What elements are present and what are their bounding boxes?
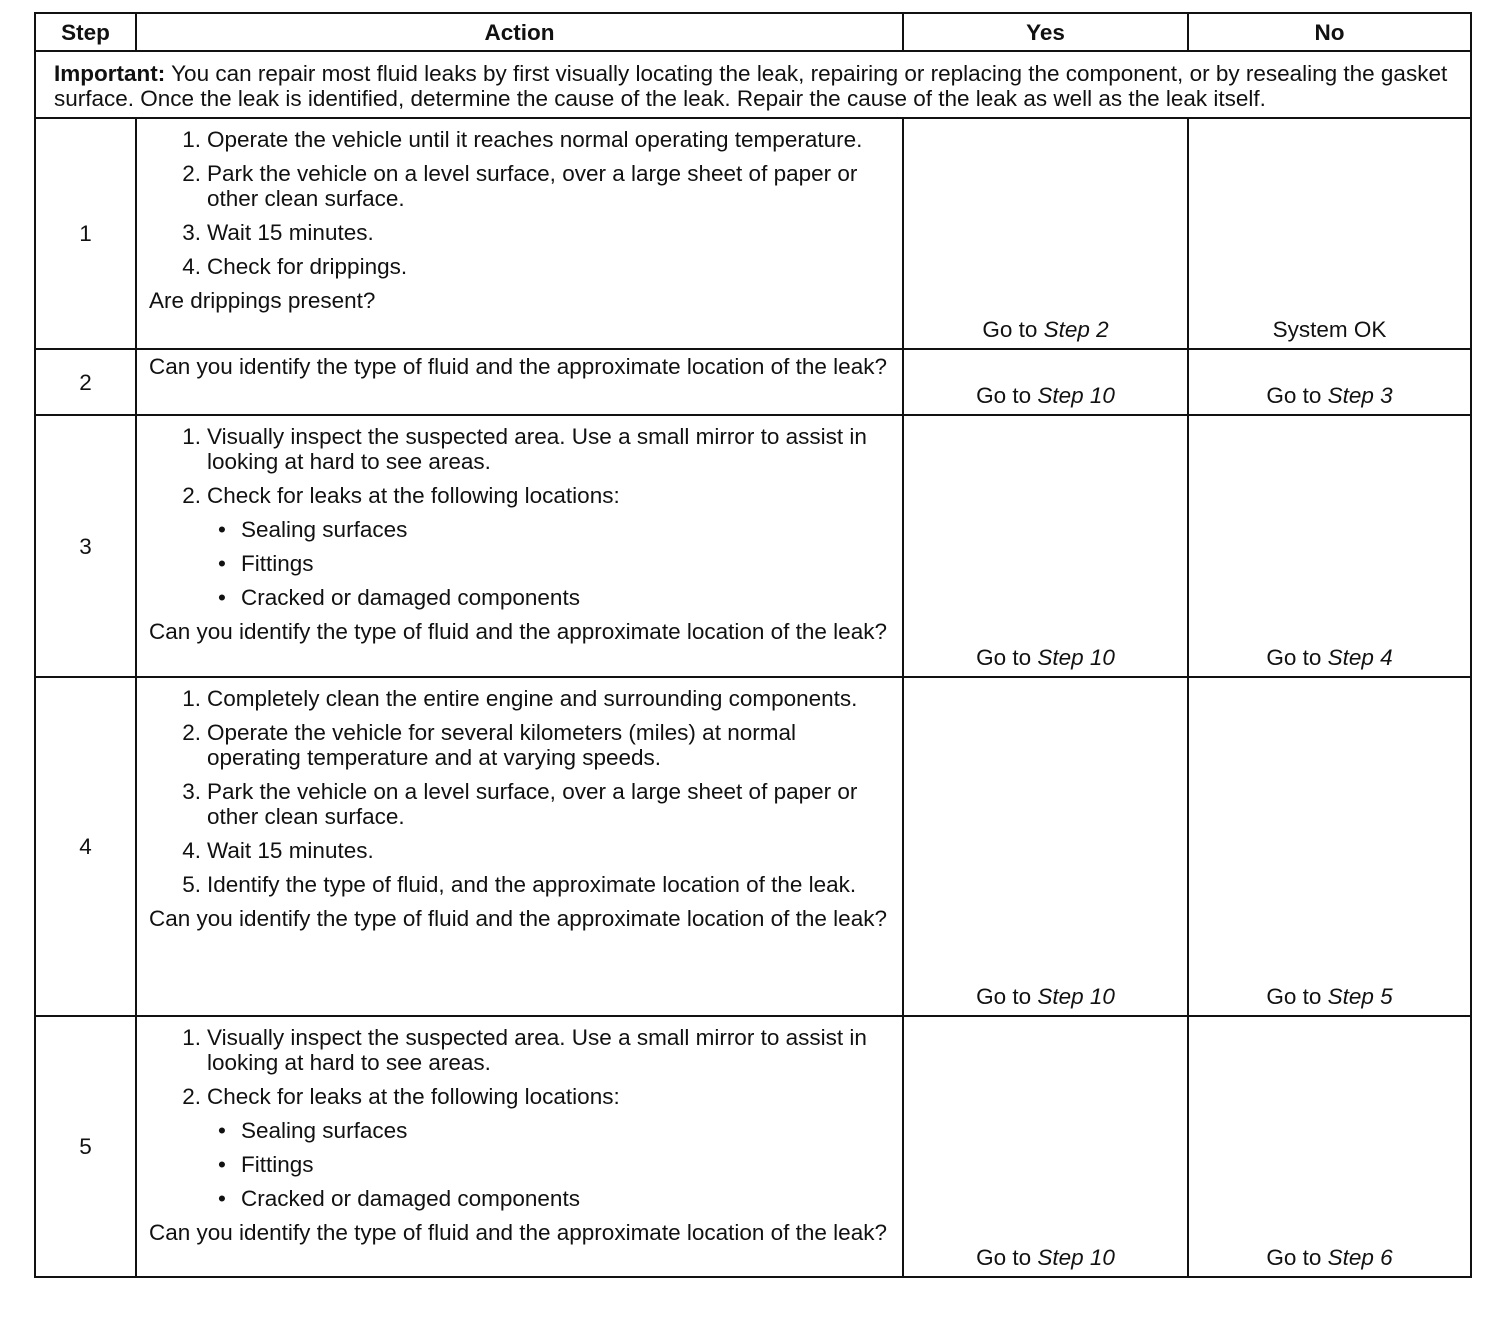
action-list <box>149 127 890 279</box>
step-number: 5 <box>35 1016 136 1277</box>
bullet-item: • Fittings <box>241 551 890 576</box>
bullet-item: • Cracked or damaged components <box>241 1186 890 1211</box>
step-row-5 <box>35 1016 1471 1277</box>
header-step: Step <box>35 13 136 51</box>
yes-result: Go to Step 2 <box>903 118 1188 349</box>
header-row <box>35 13 1471 51</box>
action-item: 2. Check for leaks at the following locations: • Sealing surfaces • Fittings • Cracked or damaged components <box>207 483 890 610</box>
action-item: 2. Park the vehicle on a level surface, over a large sheet of paper or other clean surface. <box>182 161 858 211</box>
action-item: 4. Check for drippings. <box>182 254 408 279</box>
yes-result: Go to Step 10 <box>903 415 1188 677</box>
action-item: 5. Identify the type of fluid, and the approximate location of the leak. <box>182 872 857 897</box>
action-question: Can you identify the type of fluid and the approximate location of the leak? <box>149 354 887 379</box>
action-item: 2. Check for leaks at the following locations: • Sealing surfaces • Fittings • Cracked or damaged components <box>207 1084 890 1211</box>
step-link: Step 2 <box>1043 317 1109 342</box>
step-link: Step 10 <box>1037 1245 1115 1270</box>
step-action <box>136 415 903 677</box>
action-question: Can you identify the type of fluid and the approximate location of the leak? <box>149 906 887 931</box>
step-row-4 <box>35 677 1471 1016</box>
important-row <box>35 51 1471 118</box>
step-number: 4 <box>35 677 136 1016</box>
step-number: 2 <box>35 349 136 415</box>
action-item: 3. Park the vehicle on a level surface, over a large sheet of paper or other clean surface. <box>182 779 858 829</box>
step-number: 3 <box>35 415 136 677</box>
action-question: Can you identify the type of fluid and the approximate location of the leak? <box>149 1220 887 1245</box>
step-action <box>136 1016 903 1277</box>
action-item: 2. Operate the vehicle for several kilometers (miles) at normal operating temperature and at varying speeds. <box>182 720 796 770</box>
step-link: Step 10 <box>1037 383 1115 408</box>
yes-result: Go to Step 10 <box>903 677 1188 1016</box>
step-number: 1 <box>35 118 136 349</box>
no-result: Go to Step 6 <box>1188 1016 1471 1277</box>
no-result: Go to Step 4 <box>1188 415 1471 677</box>
location-list <box>207 517 890 610</box>
action-item: 4. Wait 15 minutes. <box>182 838 374 863</box>
step-row-1 <box>35 118 1471 349</box>
diagnostic-table <box>34 12 1472 1278</box>
action-question: Can you identify the type of fluid and the approximate location of the leak? <box>149 619 887 644</box>
step-link: Step 10 <box>1037 984 1115 1009</box>
step-action <box>136 118 903 349</box>
step-link: Step 10 <box>1037 645 1115 670</box>
action-question: Are drippings present? <box>149 288 376 313</box>
step-link: Step 5 <box>1327 984 1393 1009</box>
action-item: 1. Operate the vehicle until it reaches normal operating temperature. <box>182 127 863 152</box>
location-list <box>207 1118 890 1211</box>
step-link: Step 4 <box>1327 645 1393 670</box>
step-action <box>136 349 903 415</box>
step-link: Step 3 <box>1327 383 1393 408</box>
step-action <box>136 677 903 1016</box>
action-list <box>149 1025 890 1211</box>
step-row-3 <box>35 415 1471 677</box>
no-result: System OK <box>1188 118 1471 349</box>
yes-result: Go to Step 10 <box>903 349 1188 415</box>
action-list <box>149 424 890 610</box>
header-yes: Yes <box>903 13 1188 51</box>
bullet-item: • Sealing surfaces <box>241 1118 890 1143</box>
important-text: You can repair most fluid leaks by first visually locating the leak, repairing or replacing the component, or by resealing the gasket surface. Once the leak is identified, determine the cause of the leak. Repair the cause of the leak as well as the leak itself. <box>54 61 1448 111</box>
no-result: Go to Step 3 <box>1188 349 1471 415</box>
step-row-2 <box>35 349 1471 415</box>
step-link: Step 6 <box>1327 1245 1393 1270</box>
no-result: Go to Step 5 <box>1188 677 1471 1016</box>
important-note <box>35 51 1471 118</box>
bullet-item: • Fittings <box>241 1152 890 1177</box>
action-item: 1. Completely clean the entire engine and surrounding components. <box>182 686 858 711</box>
bullet-item: • Sealing surfaces <box>241 517 890 542</box>
important-label: Important: <box>54 61 166 86</box>
yes-result: Go to Step 10 <box>903 1016 1188 1277</box>
bullet-item: • Cracked or damaged components <box>241 585 890 610</box>
header-no: No <box>1188 13 1471 51</box>
action-item: 1. Visually inspect the suspected area. Use a small mirror to assist in looking at hard to see areas. <box>182 424 867 474</box>
action-item: 1. Visually inspect the suspected area. Use a small mirror to assist in looking at hard to see areas. <box>182 1025 867 1075</box>
action-list <box>149 686 890 897</box>
header-action: Action <box>136 13 903 51</box>
action-item: 3. Wait 15 minutes. <box>182 220 374 245</box>
